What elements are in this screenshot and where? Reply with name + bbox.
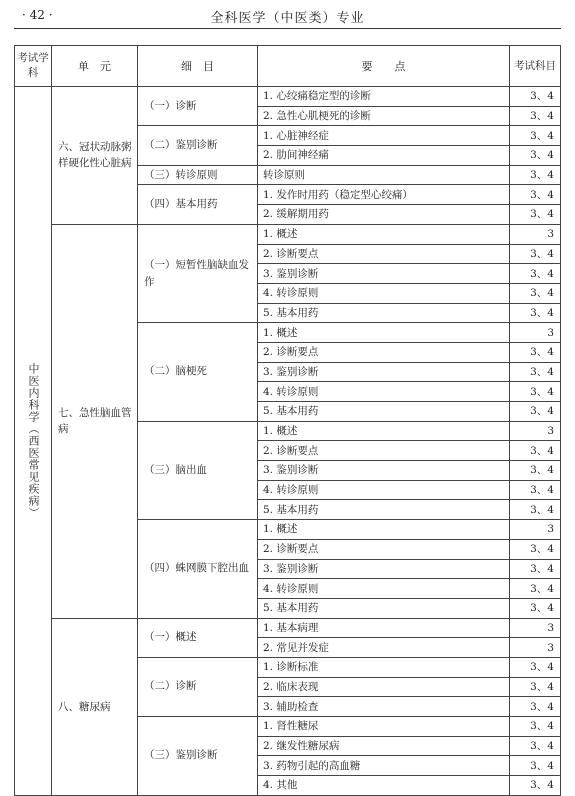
point-cell: 1. 基本病理	[258, 618, 510, 638]
detail-label: （三）转诊原则	[144, 168, 218, 181]
col-header-detail: 细 目	[138, 46, 258, 87]
level-cell: 3、4	[510, 539, 561, 559]
level-cell: 3	[510, 638, 561, 658]
unit-label: 七、急性脑血管病	[58, 407, 132, 436]
level-cell: 3、4	[510, 205, 561, 225]
point-cell: 4. 转诊原则	[258, 382, 510, 402]
detail-label: （二）诊断	[144, 680, 197, 693]
point-cell: 5. 基本用药	[258, 598, 510, 618]
col-header-subject: 考试学科	[15, 46, 52, 87]
level-cell: 3、4	[510, 165, 561, 185]
detail-label: （二）脑梗死	[144, 365, 207, 378]
table-row	[15, 224, 561, 244]
level-cell: 3、4	[510, 756, 561, 776]
detail-cell	[138, 224, 258, 322]
level-cell: 3、4	[510, 657, 561, 677]
point-cell: 2. 继发性糖尿病	[258, 736, 510, 756]
point-cell: 3. 辅助检查	[258, 697, 510, 717]
unit-cell	[52, 618, 138, 795]
point-cell: 1. 心脏神经症	[258, 126, 510, 146]
detail-cell	[138, 657, 258, 716]
point-cell: 2. 诊断要点	[258, 244, 510, 264]
point-cell: 4. 转诊原则	[258, 480, 510, 500]
level-cell: 3、4	[510, 461, 561, 481]
point-cell: 3. 鉴别诊断	[258, 264, 510, 284]
unit-label: 六、冠状动脉粥样硬化性心脏病	[58, 141, 132, 170]
point-cell: 2. 诊断要点	[258, 539, 510, 559]
col-header-unit: 单 元	[52, 46, 138, 87]
point-cell: 2. 诊断要点	[258, 441, 510, 461]
level-cell: 3、4	[510, 598, 561, 618]
level-cell: 3、4	[510, 146, 561, 166]
point-cell: 1. 发作时用药（稳定型心绞痛）	[258, 185, 510, 205]
level-cell: 3、4	[510, 264, 561, 284]
level-cell: 3、4	[510, 697, 561, 717]
detail-label: （四）蛛网膜下腔出血	[144, 562, 249, 575]
point-cell: 4. 转诊原则	[258, 283, 510, 303]
level-cell: 3、4	[510, 244, 561, 264]
point-cell: 5. 基本用药	[258, 500, 510, 520]
unit-cell	[52, 224, 138, 618]
detail-label: （一）概述	[144, 631, 197, 644]
detail-cell	[138, 126, 258, 165]
level-cell: 3、4	[510, 500, 561, 520]
point-cell: 1. 肾性糖尿	[258, 717, 510, 737]
level-cell: 3、4	[510, 87, 561, 107]
table-row	[15, 87, 561, 107]
point-cell: 1. 诊断标准	[258, 657, 510, 677]
detail-label: （三）脑出血	[144, 463, 207, 476]
detail-label: （四）基本用药	[144, 198, 218, 211]
level-cell: 3、4	[510, 402, 561, 422]
level-cell: 3、4	[510, 736, 561, 756]
level-cell: 3、4	[510, 677, 561, 697]
point-cell: 5. 基本用药	[258, 402, 510, 422]
detail-cell	[138, 618, 258, 657]
page-number: · 42 ·	[22, 8, 53, 22]
level-cell: 3、4	[510, 106, 561, 126]
subject-label: 中医内科学（西医常见疾病）	[27, 362, 40, 519]
point-cell: 2. 缓解期用药	[258, 205, 510, 225]
col-header-point: 要 点	[258, 46, 510, 87]
point-cell: 2. 诊断要点	[258, 342, 510, 362]
level-cell: 3、4	[510, 382, 561, 402]
level-cell: 3、4	[510, 126, 561, 146]
level-cell: 3、4	[510, 303, 561, 323]
level-cell: 3、4	[510, 441, 561, 461]
level-cell: 3	[510, 421, 561, 441]
detail-cell	[138, 520, 258, 618]
detail-cell	[138, 165, 258, 185]
point-cell: 4. 转诊原则	[258, 579, 510, 599]
level-cell: 3、4	[510, 342, 561, 362]
point-cell: 3. 药物引起的高血糖	[258, 756, 510, 776]
unit-label: 八、糖尿病	[58, 700, 111, 713]
level-cell: 3、4	[510, 717, 561, 737]
level-cell: 3、4	[510, 776, 561, 796]
level-cell: 3、4	[510, 362, 561, 382]
level-cell: 3、4	[510, 579, 561, 599]
point-cell: 2. 肋间神经痛	[258, 146, 510, 166]
level-cell: 3	[510, 618, 561, 638]
point-cell: 1. 概述	[258, 421, 510, 441]
level-cell: 3、4	[510, 480, 561, 500]
point-cell: 1. 心绞痛稳定型的诊断	[258, 87, 510, 107]
point-cell: 3. 鉴别诊断	[258, 461, 510, 481]
point-cell: 2. 常见并发症	[258, 638, 510, 658]
point-cell: 3. 鉴别诊断	[258, 559, 510, 579]
detail-cell	[138, 185, 258, 224]
point-cell: 2. 临床表现	[258, 677, 510, 697]
level-cell: 3、4	[510, 283, 561, 303]
syllabus-table	[14, 45, 561, 796]
point-cell: 1. 概述	[258, 224, 510, 244]
detail-cell	[138, 717, 258, 796]
detail-cell	[138, 421, 258, 519]
subject-cell	[15, 87, 52, 796]
detail-label: （一）短暂性脑缺血发作	[144, 258, 249, 288]
point-cell: 3. 鉴别诊断	[258, 362, 510, 382]
header-divider	[14, 28, 561, 29]
level-cell: 3	[510, 323, 561, 343]
unit-cell	[52, 87, 138, 225]
detail-label: （一）诊断	[144, 99, 197, 112]
point-cell: 转诊原则	[258, 165, 510, 185]
detail-label: （三）鉴别诊断	[144, 749, 218, 762]
table-body	[15, 87, 561, 796]
detail-cell	[138, 87, 258, 126]
level-cell: 3	[510, 520, 561, 540]
page-title: 全科医学（中医类）专业	[210, 11, 365, 26]
level-cell: 3、4	[510, 185, 561, 205]
detail-label: （二）鉴别诊断	[144, 139, 218, 152]
table-header-row	[15, 46, 561, 87]
level-cell: 3、4	[510, 559, 561, 579]
page-header	[0, 0, 575, 32]
point-cell: 1. 概述	[258, 323, 510, 343]
table-row	[15, 618, 561, 638]
detail-cell	[138, 323, 258, 421]
point-cell: 2. 急性心肌梗死的诊断	[258, 106, 510, 126]
point-cell: 1. 概述	[258, 520, 510, 540]
col-header-level: 考试科目	[510, 46, 561, 87]
point-cell: 5. 基本用药	[258, 303, 510, 323]
level-cell: 3	[510, 224, 561, 244]
point-cell: 4. 其他	[258, 776, 510, 796]
